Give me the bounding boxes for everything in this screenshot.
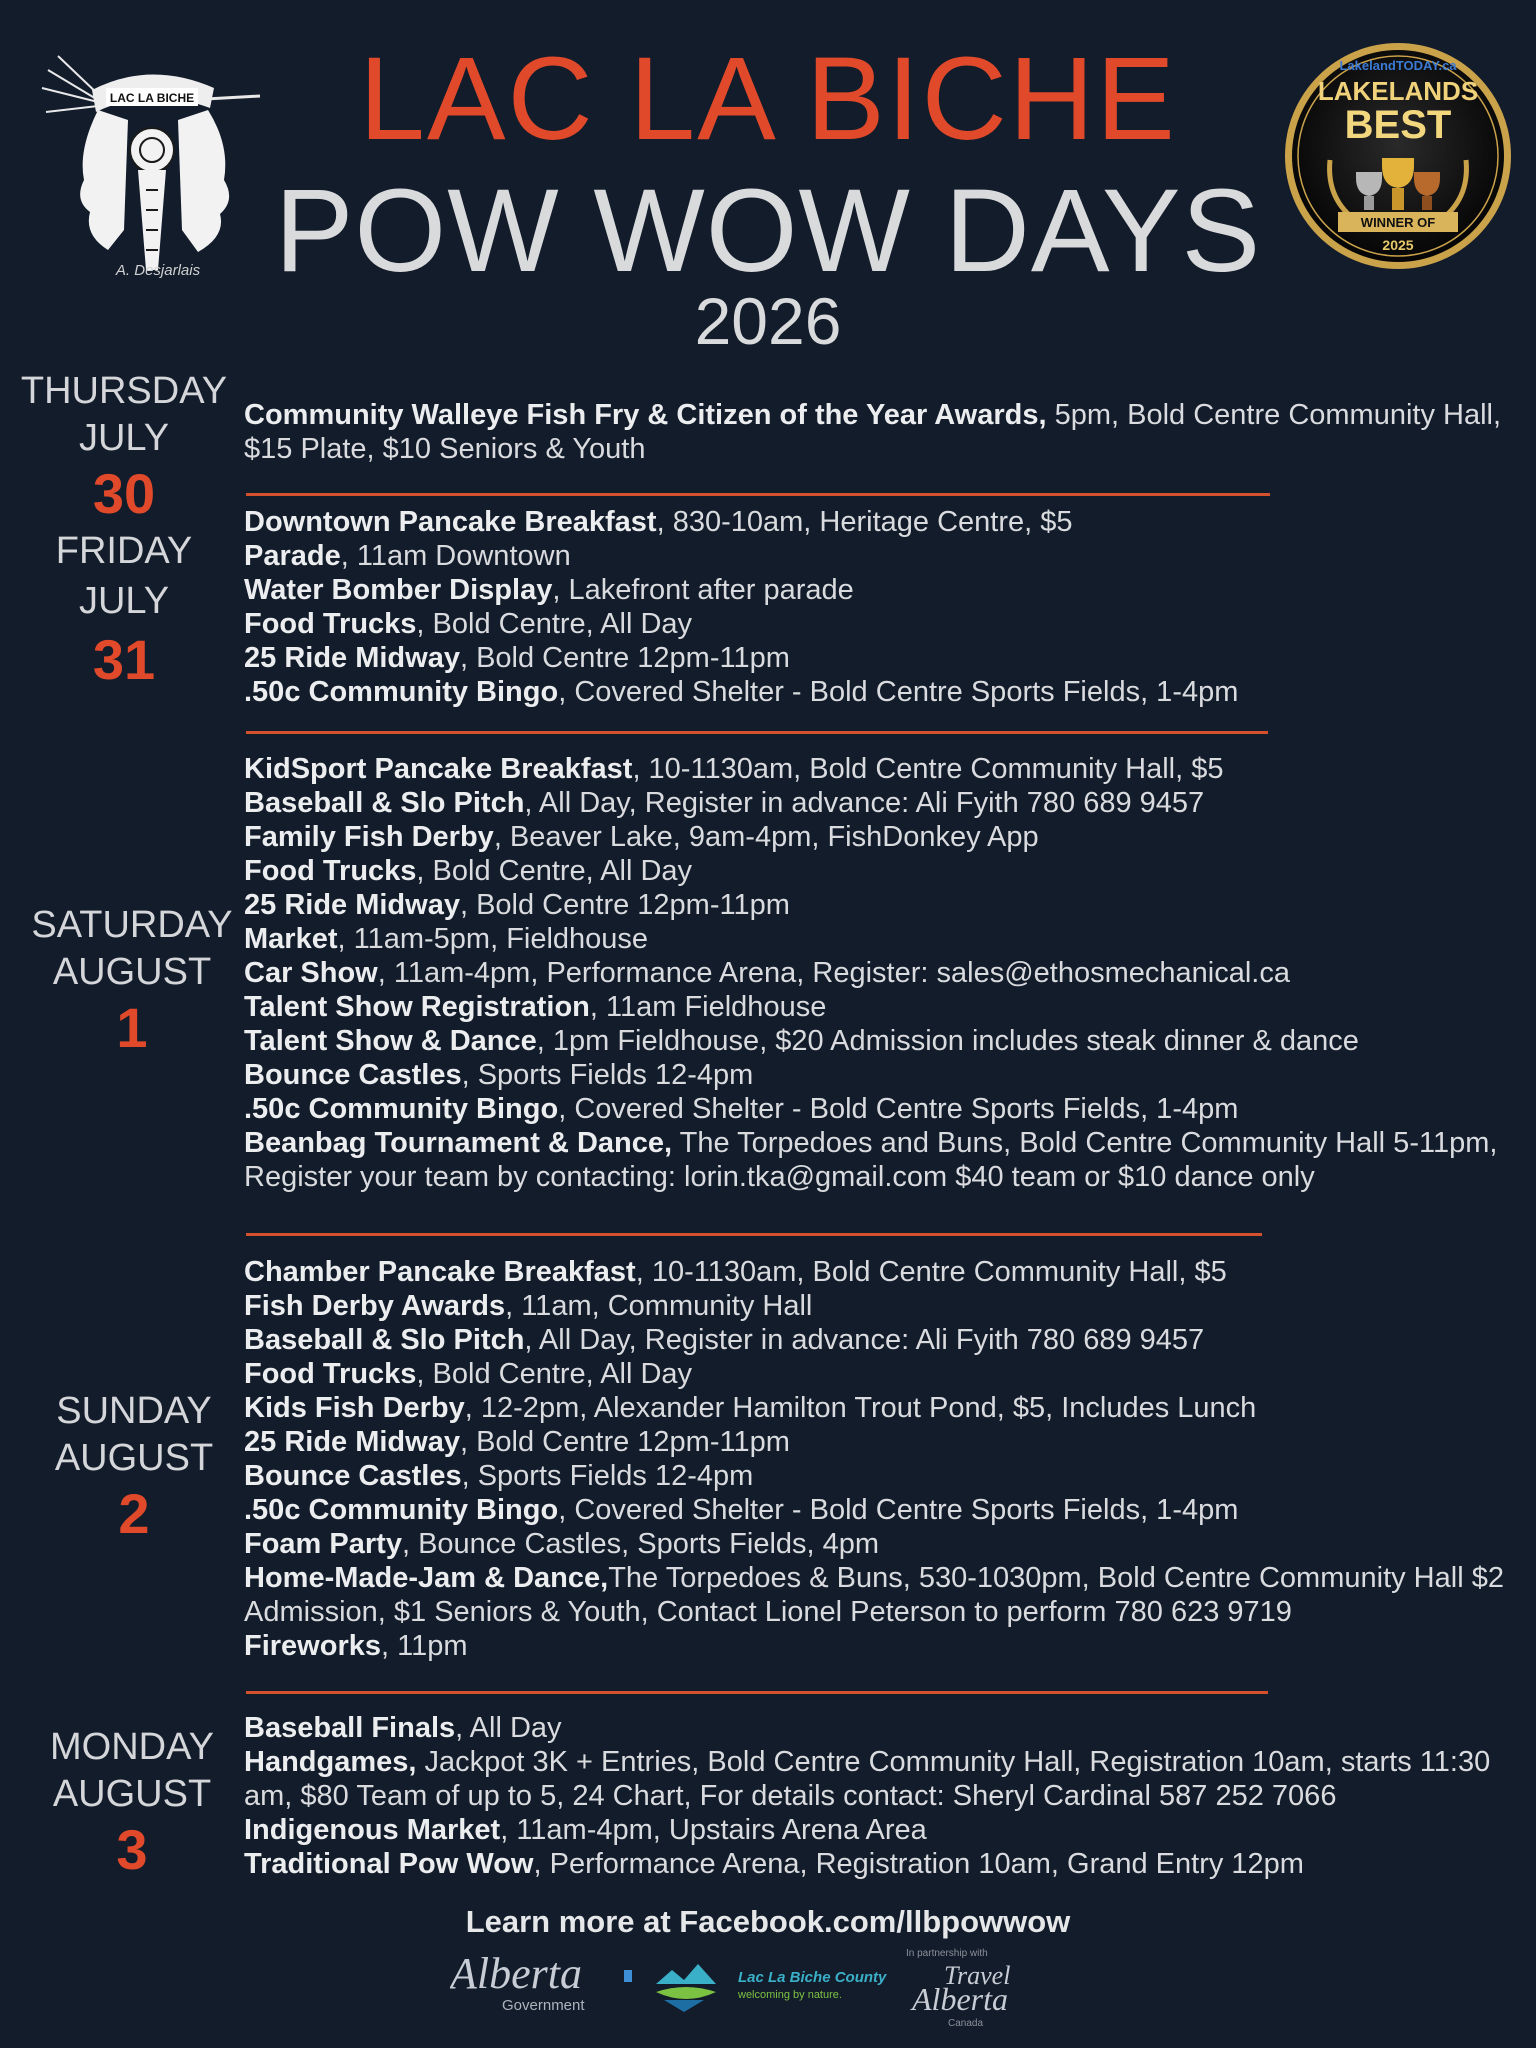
travel-alberta-sub: Canada <box>948 2018 984 2028</box>
event-item <box>244 1092 1514 1126</box>
event-item <box>244 1126 1514 1194</box>
event-title: Chamber Pancake Breakfast <box>244 1256 636 1288</box>
logo-text: LAC LA BICHE <box>109 91 195 105</box>
event-detail: , 11am-4pm, Performance Arena, Register: sales@ethosmechanical.ca <box>377 957 1290 989</box>
event-item <box>244 505 1514 539</box>
day-number: 30 <box>92 462 156 525</box>
event-detail: , 11am-5pm, Fieldhouse <box>337 923 649 955</box>
event-list-thursday <box>244 398 1514 466</box>
badge-top: LakelandTODAY.ca <box>1339 58 1457 73</box>
event-title: .50c Community Bingo <box>244 676 559 708</box>
travel-alberta-pre: In partnership with <box>906 1948 988 1959</box>
event-title: Family Fish Derby <box>244 821 494 853</box>
title-line-1: LAC LA BICHE <box>359 33 1177 165</box>
event-detail: , 12-2pm, Alexander Hamilton Trout Pond, $5, Includes Lunch <box>464 1392 1257 1424</box>
event-title: Talent Show Registration <box>244 991 590 1023</box>
event-item <box>244 398 1514 466</box>
day-label-thursday <box>8 370 240 525</box>
day-number: 2 <box>118 1482 150 1545</box>
county-sub: welcoming by nature. <box>738 1989 842 2001</box>
section-divider <box>246 1691 1268 1694</box>
badge-line1: LAKELANDS <box>1317 76 1479 106</box>
day-name: MONDAY <box>50 1726 214 1768</box>
day-name: FRIDAY <box>55 530 193 572</box>
event-title: Car Show <box>244 957 378 989</box>
event-detail: , Sports Fields 12-4pm <box>461 1059 754 1091</box>
event-title: Downtown Pancake Breakfast <box>244 506 657 538</box>
event-detail: , Bold Centre, All Day <box>416 608 693 640</box>
badge-line2: BEST <box>1344 103 1452 147</box>
event-detail: , Bold Centre 12pm-11pm <box>459 889 790 921</box>
event-detail: Jackpot 3K + Entries, Bold Centre Community Hall, Registration 10am, starts 11:30 am, $80 Team of up to 5, 24 Chart, For details contact: Sheryl Cardinal 587 252 7066 <box>244 1746 1499 1812</box>
event-title: Indigenous Market <box>244 1814 501 1846</box>
event-detail: , Bold Centre 12pm-11pm <box>459 1426 790 1458</box>
event-detail: , Lakefront after parade <box>552 574 854 606</box>
section-divider <box>246 731 1268 734</box>
day-number: 3 <box>116 1818 148 1881</box>
event-title: Parade <box>244 540 341 572</box>
event-item <box>244 1847 1514 1881</box>
event-item <box>244 1745 1514 1813</box>
event-item <box>244 1527 1514 1561</box>
day-name: SUNDAY <box>56 1390 212 1432</box>
section-divider <box>246 1233 1262 1236</box>
event-detail: , All Day <box>455 1712 562 1744</box>
event-title: Food Trucks <box>244 608 417 640</box>
day-name: SATURDAY <box>31 904 233 946</box>
event-detail: , Bold Centre, All Day <box>416 1358 693 1390</box>
event-detail: , Covered Shelter - Bold Centre Sports Fields, 1-4pm <box>558 1093 1239 1125</box>
event-item <box>244 854 1514 888</box>
lakelands-best-badge <box>1282 40 1514 272</box>
event-title: Food Trucks <box>244 1358 417 1390</box>
day-name: THURSDAY <box>20 370 228 412</box>
event-item <box>244 1255 1514 1289</box>
event-detail: , 11am Downtown <box>340 540 571 572</box>
event-detail: , 10-1130am, Bold Centre Community Hall, $5 <box>635 1256 1227 1288</box>
event-title: .50c Community Bingo <box>244 1093 559 1125</box>
event-list-sunday <box>244 1255 1514 1663</box>
event-item <box>244 752 1514 786</box>
event-list-monday <box>244 1711 1514 1881</box>
badge-winner: WINNER OF <box>1360 215 1436 230</box>
event-title: Foam Party <box>244 1528 402 1560</box>
day-month: JULY <box>78 580 170 622</box>
sponsor-logos <box>450 1944 1090 2028</box>
event-item <box>244 1391 1514 1425</box>
event-detail: , Covered Shelter - Bold Centre Sports Fields, 1-4pm <box>558 1494 1239 1526</box>
event-detail: , Performance Arena, Registration 10am, Grand Entry 12pm <box>533 1848 1304 1880</box>
event-item <box>244 1357 1514 1391</box>
event-title: Community Walleye Fish Fry & Citizen of the Year Awards, <box>244 399 1047 431</box>
event-title: Beanbag Tournament & Dance, <box>244 1127 673 1159</box>
event-detail: , Sports Fields 12-4pm <box>461 1460 754 1492</box>
day-month: AUGUST <box>52 1773 212 1815</box>
event-item <box>244 820 1514 854</box>
event-item <box>244 922 1514 956</box>
event-title: Baseball & Slo Pitch <box>244 1324 525 1356</box>
event-title: Baseball Finals <box>244 1712 456 1744</box>
day-label-sunday <box>18 1390 250 1545</box>
alberta-government-logo: Alberta <box>450 1949 582 1998</box>
event-title: Bounce Castles <box>244 1460 462 1492</box>
event-title: Fish Derby Awards <box>244 1290 506 1322</box>
day-label-monday <box>16 1726 248 1881</box>
event-item <box>244 1323 1514 1357</box>
event-title: 25 Ride Midway <box>244 1426 460 1458</box>
event-item <box>244 990 1514 1024</box>
day-month: AUGUST <box>54 1437 214 1479</box>
county-logo: Lac La Biche County <box>738 1969 887 1986</box>
event-item <box>244 1813 1514 1847</box>
event-item <box>244 1711 1514 1745</box>
event-item <box>244 1561 1514 1629</box>
alberta-government-sub: Government <box>502 1997 585 2014</box>
day-label-saturday <box>16 904 248 1059</box>
event-detail: , Beaver Lake, 9am-4pm, FishDonkey App <box>493 821 1039 853</box>
badge-year: 2025 <box>1382 237 1414 253</box>
event-title: Traditional Pow Wow <box>244 1848 534 1880</box>
travel-alberta-logo-2: Alberta <box>912 1981 1008 2017</box>
event-item <box>244 1024 1514 1058</box>
title-line-2: POW WOW DAYS <box>274 165 1262 297</box>
event-item <box>244 573 1514 607</box>
event-detail: , 830-10am, Heritage Centre, $5 <box>656 506 1073 538</box>
event-detail: , 11am, Community Hall <box>505 1290 813 1322</box>
logo-signature: A. Desjarlais <box>115 262 201 279</box>
event-item <box>244 539 1514 573</box>
travel-alberta-logo-1: Travel <box>944 1961 1011 1990</box>
event-list-saturday <box>244 752 1514 1194</box>
event-title: Market <box>244 923 338 955</box>
event-list-friday <box>244 505 1514 709</box>
event-detail: , 10-1130am, Bold Centre Community Hall, $5 <box>632 753 1224 785</box>
event-item <box>244 786 1514 820</box>
event-title: Baseball & Slo Pitch <box>244 787 525 819</box>
event-item <box>244 1289 1514 1323</box>
event-item <box>244 956 1514 990</box>
title-year: 2026 <box>694 284 842 358</box>
event-title: Handgames, <box>244 1746 417 1778</box>
event-title: Fireworks <box>244 1630 381 1662</box>
day-month: JULY <box>78 417 170 459</box>
event-detail: 5pm, Bold Centre Community Hall, $15 Plate, $10 Seniors & Youth <box>244 399 1510 465</box>
event-title: .50c Community Bingo <box>244 1494 559 1526</box>
day-label-friday <box>8 530 240 691</box>
event-detail: , 11pm <box>381 1630 468 1662</box>
event-title: Food Trucks <box>244 855 417 887</box>
event-detail: , 11am Fieldhouse <box>589 991 827 1023</box>
event-item <box>244 1493 1514 1527</box>
event-item <box>244 675 1514 709</box>
event-detail: , Bounce Castles, Sports Fields, 4pm <box>401 1528 880 1560</box>
event-detail: , All Day, Register in advance: Ali Fyith 780 689 9457 <box>524 787 1205 819</box>
event-title: 25 Ride Midway <box>244 642 460 674</box>
event-title: KidSport Pancake Breakfast <box>244 753 633 785</box>
event-title: Water Bomber Display <box>244 574 553 606</box>
event-title: Talent Show & Dance <box>244 1025 537 1057</box>
event-detail: , 11am-4pm, Upstairs Arena Area <box>500 1814 927 1846</box>
event-detail: The Torpedoes and Buns, Bold Centre Community Hall 5-11pm, Register your team by contacting: lorin.tka@gmail.com $40 team or $10 dance only <box>244 1127 1506 1193</box>
facebook-link[interactable]: Learn more at Facebook.com/llbpowwow <box>465 1904 1071 1939</box>
day-number: 1 <box>116 996 148 1059</box>
event-title: Kids Fish Derby <box>244 1392 465 1424</box>
event-item <box>244 1629 1514 1663</box>
event-title: Home-Made-Jam & Dance, <box>244 1562 609 1594</box>
event-item <box>244 607 1514 641</box>
event-title: 25 Ride Midway <box>244 889 460 921</box>
event-detail: , 1pm Fieldhouse, $20 Admission includes steak dinner & dance <box>536 1025 1359 1057</box>
event-detail: , Covered Shelter - Bold Centre Sports Fields, 1-4pm <box>558 676 1239 708</box>
event-item <box>244 1425 1514 1459</box>
event-item <box>244 1058 1514 1092</box>
section-divider <box>246 493 1270 496</box>
event-detail: , Bold Centre, All Day <box>416 855 693 887</box>
event-detail: , Bold Centre 12pm-11pm <box>459 642 790 674</box>
event-item <box>244 641 1514 675</box>
day-number: 31 <box>92 628 156 691</box>
event-item <box>244 1459 1514 1493</box>
event-title: Bounce Castles <box>244 1059 462 1091</box>
event-detail: The Torpedoes & Buns, 530-1030pm, Bold Centre Community Hall $2 Admission, $1 Seniors & Youth, Contact Lionel Peterson to perform 780 623 9719 <box>244 1562 1511 1628</box>
event-item <box>244 888 1514 922</box>
day-month: AUGUST <box>52 951 212 993</box>
event-detail: , All Day, Register in advance: Ali Fyith 780 689 9457 <box>524 1324 1205 1356</box>
